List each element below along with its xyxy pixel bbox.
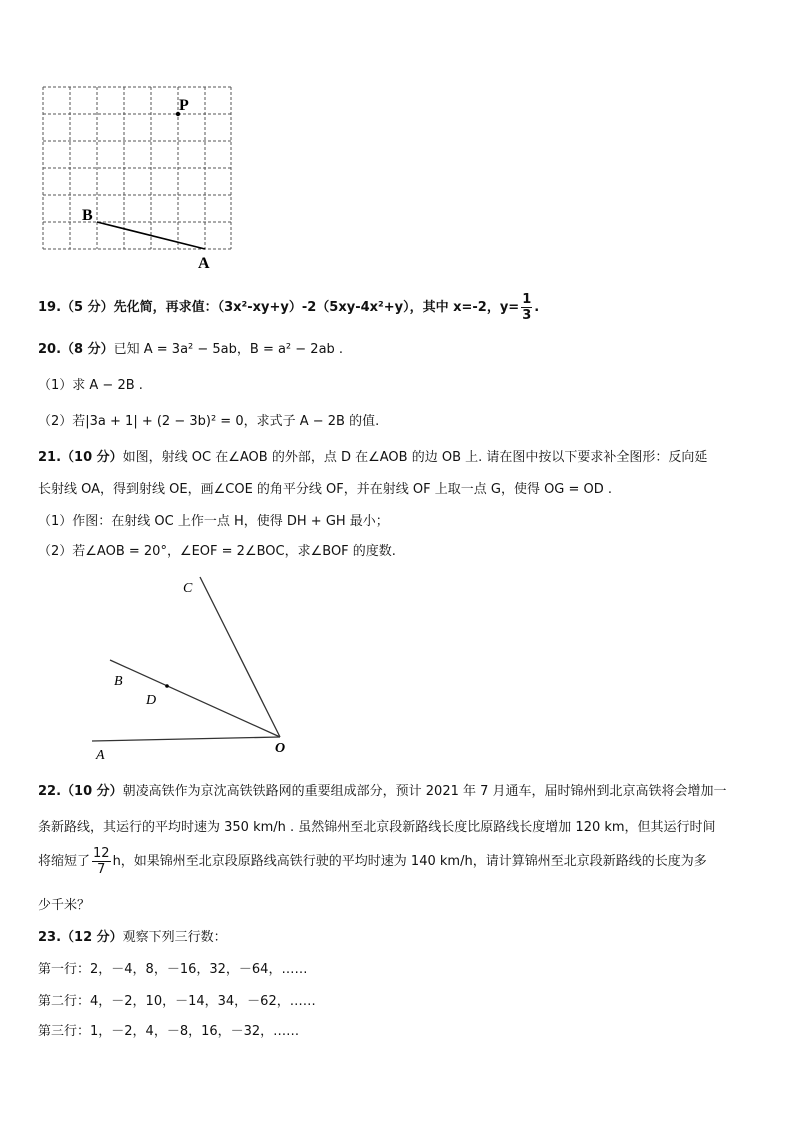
- question-22-line-3: [38, 846, 707, 877]
- label-d: D: [146, 693, 157, 708]
- question-22-line-2: 条新路线，其运行的平均时速为 350 km/h . 虽然锦州至北京段新路线长度比原路线长度增加 120 km，但其运行时间: [38, 820, 716, 835]
- fraction-one-third: [521, 292, 532, 323]
- fraction-numerator: 12: [93, 846, 110, 861]
- fraction-denominator: 7: [97, 862, 106, 877]
- question-19: [38, 292, 539, 323]
- question-23-row-2: 第二行：4，－2，10，－14，34，－62，……: [38, 994, 316, 1009]
- question-number: 20.: [38, 342, 62, 357]
- label-p: P: [179, 97, 189, 114]
- question-21-part-1: （1）作图：在射线 OC 上作一点 H，使得 DH + GH 最小；: [38, 514, 389, 529]
- question-score: （10 分）: [61, 450, 123, 465]
- question-23-row-1: 第一行：2，－4，8，－16，32，－64，……: [38, 962, 308, 977]
- fraction-twelve-sevenths: [92, 846, 111, 877]
- grid-figure: [38, 82, 238, 272]
- question-number: 22.: [38, 784, 62, 799]
- label-c: C: [183, 581, 193, 596]
- question-number: 21.: [38, 450, 62, 465]
- question-23-row-3: 第三行：1，－2，4，－8，16，－32，……: [38, 1024, 300, 1039]
- fraction-denominator: 3: [522, 308, 532, 323]
- label-o: O: [275, 741, 286, 756]
- question-21-stem-line-2: 长射线 OA，得到射线 OE，画∠COE 的角平分线 OF，并在射线 OF 上取一点 G，使得 OG = OD .: [38, 482, 613, 497]
- question-22: [38, 780, 727, 799]
- ray-ob: [110, 660, 280, 737]
- ray-oa: [92, 737, 280, 741]
- question-line-1: 朝凌高铁作为京沈高铁铁路网的重要组成部分，预计 2021 年 7 月通车，届时锦州到北京高铁将会增加一: [122, 784, 727, 799]
- point-d: [165, 684, 169, 688]
- question-21-part-2: （2）若∠AOB = 20°，∠EOF = 2∠BOC，求∠BOF 的度数.: [38, 544, 396, 559]
- question-20-part-1: （1）求 A − 2B .: [38, 378, 143, 393]
- ray-oc: [200, 577, 280, 737]
- question-stem: 已知 A = 3a² − 5ab，B = a² − 2ab .: [113, 342, 344, 357]
- question-stem-line-1: 如图，射线 OC 在∠AOB 的外部，点 D 在∠AOB 的边 OB 上. 请在图中按以下要求补全图形：反向延: [122, 450, 708, 465]
- question-number: 23.: [38, 930, 62, 945]
- label-a: A: [96, 748, 105, 763]
- question-21: [38, 446, 707, 465]
- label-b: B: [82, 207, 93, 224]
- question-line-3-start: 将缩短了: [38, 854, 91, 869]
- question-stem: 观察下列三行数：: [122, 930, 227, 945]
- question-line-3-end: h，如果锦州至北京段原路线高铁行驶的平均时速为 140 km/h，请计算锦州至北京段新路线的长度为多: [112, 854, 707, 869]
- grid-lines: [43, 87, 231, 249]
- question-20: [38, 338, 343, 357]
- question-22-line-4: 少千米？: [38, 898, 91, 913]
- question-text: 先化简，再求值：（3x²-xy+y）-2（5xy-4x²+y），其中 x=-2，y=: [113, 300, 520, 315]
- label-a: A: [198, 255, 210, 272]
- question-tail: .: [534, 300, 540, 315]
- question-number: 19.: [38, 300, 62, 315]
- question-score: （5 分）: [61, 300, 114, 315]
- fraction-numerator: 1: [522, 292, 532, 307]
- question-23: [38, 926, 227, 945]
- question-score: （10 分）: [61, 784, 123, 799]
- question-score: （8 分）: [61, 342, 114, 357]
- label-b: B: [114, 674, 123, 689]
- question-score: （12 分）: [61, 930, 123, 945]
- question-20-part-2: （2）若|3a + 1| + (2 − 3b)² = 0，求式子 A − 2B 的值.: [38, 414, 380, 429]
- angle-figure: [80, 572, 320, 764]
